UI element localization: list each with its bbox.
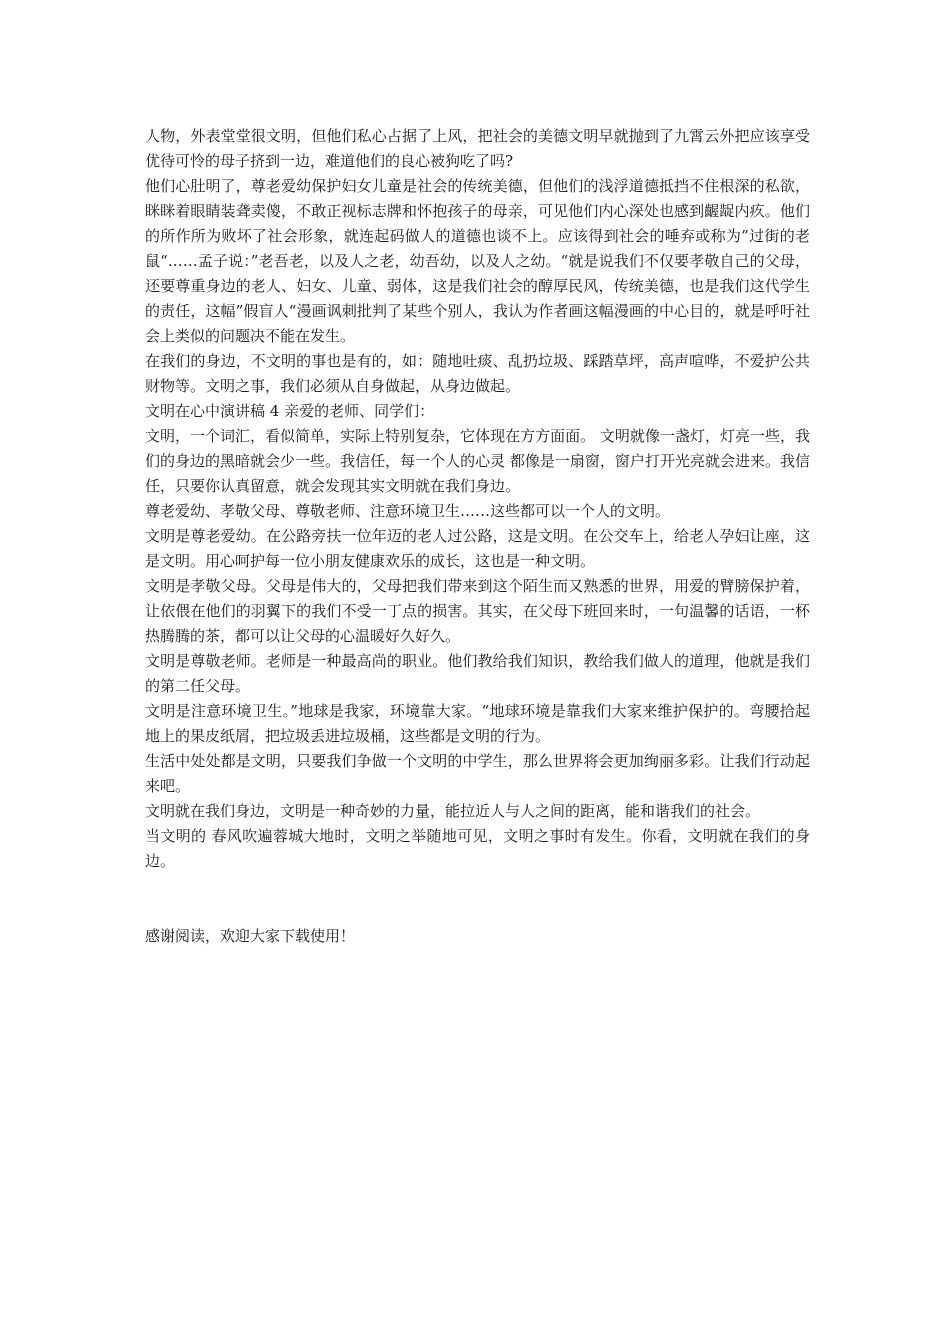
paragraph: 文明是尊老爱幼。在公路旁扶一位年迈的老人过公路，这是文明。在公交车上，给老人孕妇让座，这是文明。用心呵护每一位小朋友健康欢乐的成长，这也是一种文明。 [145, 527, 810, 570]
paragraph: 文明，一个词汇，看似简单，实际上特别复杂，它体现在方方面面。 文明就像一盏灯，灯亮一些，我们的身边的黑暗就会少一些。我信任，每一个人的心灵 都像是一扇窗，窗户打开光亮就会进来。我信任，只要你认真留意，就会发现其实文明就在我们身边。 [145, 427, 810, 495]
paragraph: 尊老爱幼、孝敬父母、尊敬老师、注意环境卫生……这些都可以一个人的文明。 [145, 502, 671, 520]
paragraph: 当文明的 春风吹遍蓉城大地时，文明之举随地可见，文明之事时有发生。你看，文明就在我们的身边。 [145, 827, 810, 870]
paragraph: 人物，外表堂堂很文明，但他们私心占据了上风，把社会的美德文明早就抛到了九霄云外把应该享受优待可怜的母子挤到一边，难道他们的良心被狗吃了吗? [145, 127, 810, 170]
paragraph: 文明是孝敬父母。父母是伟大的，父母把我们带来到这个陌生而又熟悉的世界，用爱的臂膀保护着，让依偎在他们的羽翼下的我们不受一丁点的损害。其实，在父母下班回来时，一句温馨的话语，一杯热腾腾的茶，都可以让父母的心温暖好久好久。 [145, 577, 810, 645]
blank-space [145, 874, 810, 924]
paragraph: 文明就在我们身边，文明是一种奇妙的力量，能拉近人与人之间的距离，能和谐我们的社会。 [145, 802, 761, 820]
paragraph: 文明是尊敬老师。老师是一种最高尚的职业。他们教给我们知识，教给我们做人的道理，他就是我们的第二任父母。 [145, 652, 810, 695]
paragraph: 生活中处处都是文明，只要我们争做一个文明的中学生，那么世界将会更加绚丽多彩。让我们行动起来吧。 [145, 752, 810, 795]
paragraph: 文明是注意环境卫生。”地球是我家，环境靠大家。“地球环境是靠我们大家来维护保护的。弯腰拾起地上的果皮纸屑，把垃圾丢进垃圾桶，这些都是文明的行为。 [145, 702, 810, 745]
paragraph: 他们心肚明了，尊老爱幼保护妇女儿童是社会的传统美德，但他们的浅浮道德抵挡不住根深的私欲，眯眯着眼睛装聋卖傻，不敢正视标志牌和怀抱孩子的母亲，可见他们内心深处也感到齷龊内疚。他们的所作所为败坏了社会形象，就连起码做人的道德也谈不上。应该得到社会的唾弃或称为”过街的老鼠“……孟子说：”老吾老，以及人之老，幼吾幼，以及人之幼。“就是说我们不仅要孝敬自己的父母，还要尊重身边的老人、妇女、儿童、弱体，这是我们社会的醇厚民风，传统美德，也是我们这代学生的责任，这幅”假盲人“漫画讽刺批判了某些个别人，我认为作者画这幅漫画的中心目的，就是呼吁社会上类似的问题决不能在发生。 [145, 177, 810, 345]
paragraph: 在我们的身边，不文明的事也是有的，如：随地吐痰、乱扔垃圾、踩踏草坪，高声喧哗，不爱护公共财物等。文明之事，我们必须从自身做起，从身边做起。 [145, 352, 810, 395]
closing-line: 感谢阅读，欢迎大家下载使用！ [145, 927, 356, 945]
paragraph: 文明在心中演讲稿 4 亲爱的老师、同学们： [145, 402, 435, 420]
document-body [145, 124, 810, 949]
